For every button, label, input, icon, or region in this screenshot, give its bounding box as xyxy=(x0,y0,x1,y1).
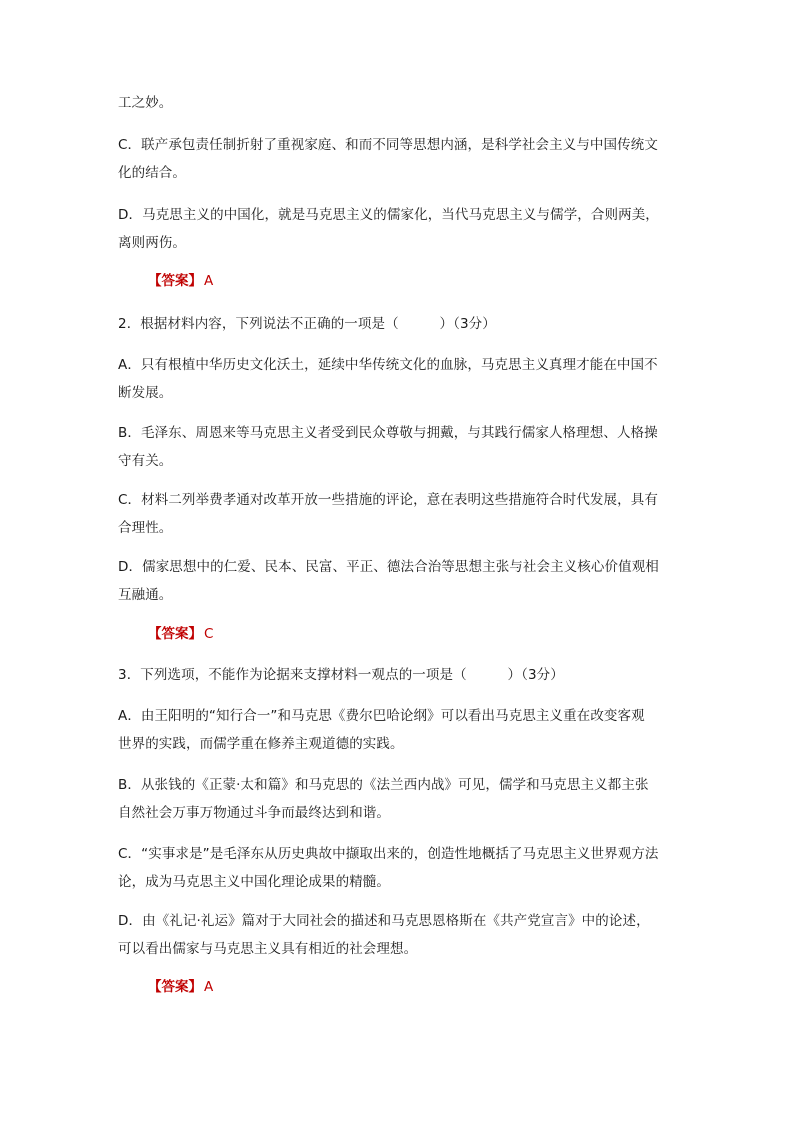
q3-option-d-line2: 可以看出儒家与马克思主义具有相近的社会理想。 xyxy=(118,941,418,957)
q3-option-b-line1: B．从张钱的《正蒙·太和篇》和马克思的《法兰西内战》可见，儒学和马克思主义都主张 xyxy=(118,777,649,793)
q3-option-a-line1: A．由王阳明的“知行合一”和马克思《费尔巴哈论纲》可以看出马克思主义重在改变客观 xyxy=(118,708,645,724)
q3-stem: 3．下列选项，不能作为论据来支撑材料一观点的一项是（ ）（3分） xyxy=(118,667,564,683)
q2-option-d-line2: 互融通。 xyxy=(118,587,173,603)
answer-label: 【答案】 xyxy=(148,979,202,995)
q3-answer xyxy=(148,978,213,996)
q2-option-b-line1: B．毛泽东、周恩来等马克思主义者受到民众尊敬与拥戴，与其践行儒家人格理想、人格操 xyxy=(118,425,658,441)
q3-option-d-line1: D．由《礼记·礼运》篇对于大同社会的描述和马克思恩格斯在《共产党宣言》中的论述， xyxy=(118,913,650,929)
q2-option-a-line2: 断发展。 xyxy=(118,385,173,401)
answer-value: A xyxy=(204,979,214,995)
q2-option-d-line1: D．儒家思想中的仁爱、民本、民富、平正、德法合治等思想主张与社会主义核心价值观相 xyxy=(118,559,659,575)
answer-value: C xyxy=(204,626,214,642)
q3-option-c-line1: C．“实事求是”是毛泽东从历史典故中撷取出来的，创造性地概括了马克思主义世界观方法 xyxy=(118,846,659,862)
q3-option-a-line2: 世界的实践，而儒学重在修养主观道德的实践。 xyxy=(118,736,404,752)
q2-option-c-line1: C．材料二列举费孝通对改革开放一些措施的评论，意在表明这些措施符合时代发展，具有 xyxy=(118,492,658,508)
q1-answer xyxy=(148,272,213,290)
answer-label: 【答案】 xyxy=(148,273,202,289)
answer-label: 【答案】 xyxy=(148,626,202,642)
q2-stem: 2．根据材料内容，下列说法不正确的一项是（ ）（3分） xyxy=(118,316,496,332)
prev-option-tail: 工之妙。 xyxy=(118,95,173,111)
q2-option-b-line2: 守有关。 xyxy=(118,453,173,469)
q2-option-c-line2: 合理性。 xyxy=(118,520,173,536)
q3-option-c-line2: 论，成为马克思主义中国化理论成果的精髓。 xyxy=(118,874,390,890)
q1-option-d-line2: 离则两伤。 xyxy=(118,235,186,251)
answer-value: A xyxy=(204,273,214,289)
q1-option-c-line1: C．联产承包责任制折射了重视家庭、和而不同等思想内涵，是科学社会主义与中国传统文 xyxy=(118,137,658,153)
q3-option-b-line2: 自然社会万事万物通过斗争而最终达到和谐。 xyxy=(118,805,390,821)
q2-answer xyxy=(148,625,213,643)
q2-option-a-line1: A．只有根植中华历史文化沃土，延续中华传统文化的血脉，马克思主义真理才能在中国不 xyxy=(118,357,658,373)
q1-option-d-line1: D．马克思主义的中国化，就是马克思主义的儒家化，当代马克思主义与儒学，合则两美， xyxy=(118,207,659,223)
q1-option-c-line2: 化的结合。 xyxy=(118,165,186,181)
